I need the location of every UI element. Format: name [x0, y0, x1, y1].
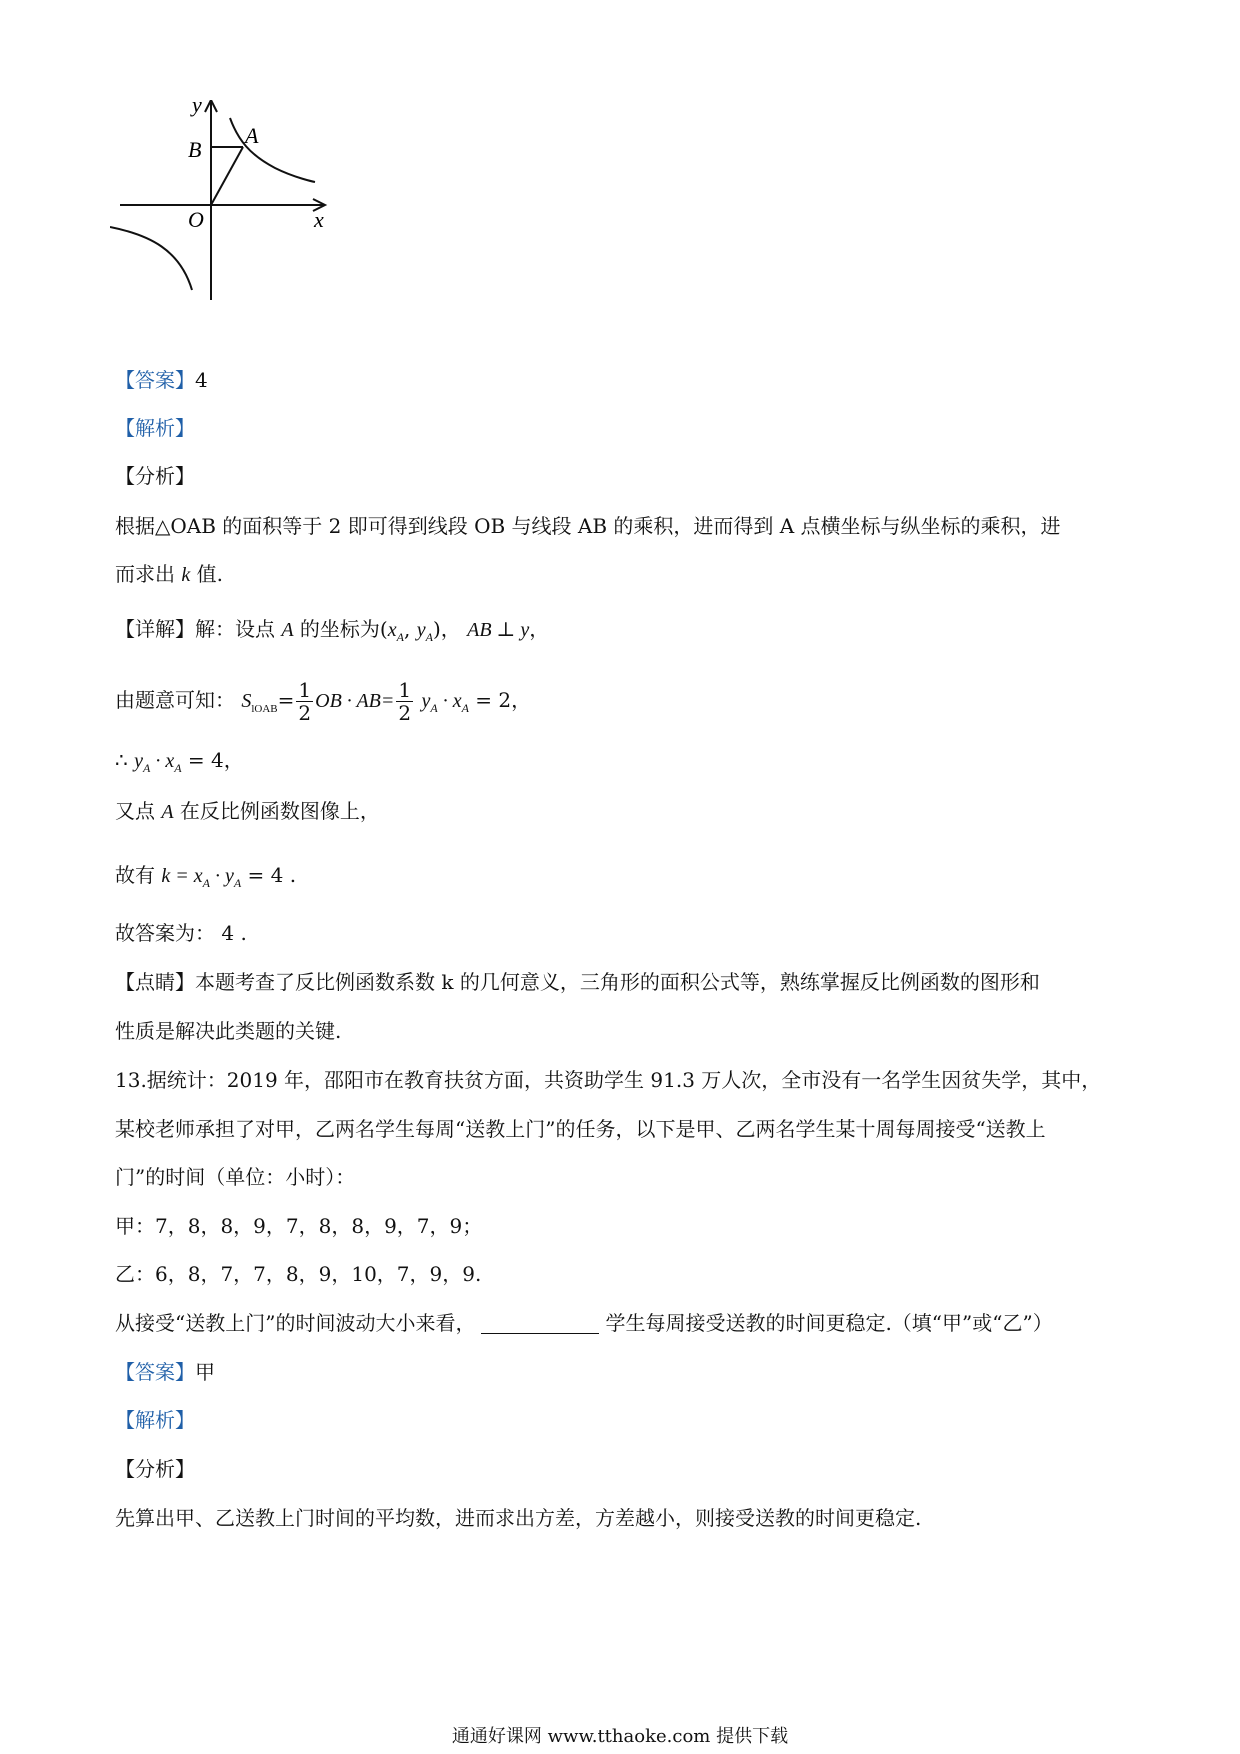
answer-blank	[481, 1311, 599, 1334]
label-a: A	[245, 123, 259, 148]
text: 故有	[115, 863, 162, 887]
fraction-half: $\frac{1}{2}$	[398, 678, 412, 725]
answer-value: 4	[195, 368, 208, 392]
text: = 2，	[475, 688, 532, 712]
q12-jiexi-tag: 【解析】	[115, 416, 195, 440]
text: 值.	[190, 562, 223, 586]
q12-step3	[115, 796, 380, 827]
text: 学生每周接受送教的时间更稳定.（填“甲”或“乙”）	[605, 1311, 1053, 1335]
dianjing-tag: 【点睛】	[115, 970, 195, 994]
q13-stem-line2: 某校老师承担了对甲，乙两名学生每周“送教上门”的任务，以下是甲、乙两名学生某十周每周接受“送教上	[115, 1117, 1046, 1141]
q12-step1	[115, 672, 531, 737]
text: 从接受“送教上门”的时间波动大小来看，	[115, 1311, 476, 1335]
q12-fenxi-line2	[115, 559, 223, 590]
footer-source: 通通好课网 www.tthaoke.com 提供下载	[451, 1726, 789, 1747]
q13-fill-blank-line	[115, 1308, 1053, 1338]
math-ab-perp-y: AB ⊥ y	[467, 619, 530, 641]
label-x: x	[314, 207, 324, 232]
q13-stem-line3: 门”的时间（单位：小时）：	[115, 1165, 356, 1189]
math-xa: $x_A$	[387, 619, 404, 644]
text: 而求出	[115, 562, 182, 586]
text: 解：设点	[195, 617, 282, 641]
q13-yi-data: 乙：6，8，7，7，8，9，10，7，9，9.	[115, 1262, 482, 1286]
math-ya: $y_A$	[416, 619, 433, 644]
xiangjie-tag: 【详解】	[115, 617, 195, 641]
fraction-half: $\frac{1}{2}$	[298, 678, 312, 725]
math-k: k	[181, 564, 191, 586]
segment-oa	[211, 147, 243, 205]
hyperbola-branch-third-quadrant	[110, 227, 192, 290]
answer-tag: 【答案】	[115, 1360, 195, 1384]
q12-fenxi-tag: 【分析】	[115, 464, 195, 488]
q12-dianjing-line1	[115, 967, 1040, 997]
answer-tag: 【答案】	[115, 368, 195, 392]
label-y: y	[192, 100, 202, 117]
q12-answer-line	[115, 365, 208, 395]
math-a: A	[161, 801, 174, 823]
q12-fenxi-line1: 根据△OAB 的面积等于 2 即可得到线段 OB 与线段 AB 的乘积，进而得到 A 点横坐标与纵坐标的乘积，进	[115, 514, 1061, 538]
therefore-symbol: ∴	[115, 748, 135, 772]
math-ya-xa: $y_A \cdot x_A$	[421, 690, 469, 715]
q13-jia-data: 甲：7，8，8，9，7，8，8，9，7，9；	[115, 1214, 483, 1238]
text: ，	[529, 617, 550, 641]
text: =	[277, 688, 295, 712]
label-b: B	[188, 137, 202, 162]
answer-value: 甲	[195, 1360, 215, 1384]
q12-step2	[115, 745, 244, 783]
math-ya-xa: $y_A \cdot x_A$	[134, 750, 182, 775]
q13-fenxi-tag: 【分析】	[115, 1457, 195, 1481]
math-ob-ab: OB · AB=	[315, 690, 395, 712]
q13-stem-line1: 13.据统计：2019 年，邵阳市在教育扶贫方面，共资助学生 91.3 万人次，全市没有一名学生因贫失学，其中，	[115, 1068, 1102, 1092]
q12-step4	[115, 860, 296, 898]
text: = 4，	[187, 748, 244, 772]
hyperbola-branch-first-quadrant	[230, 118, 315, 182]
q12-dianjing-line2: 性质是解决此类题的关键.	[115, 1019, 342, 1043]
inverse-proportion-graph	[110, 100, 380, 340]
q12-xiangjie-line: 【详解】解：设点 A 的坐标为($x_A$, $y_A$)， AB ⊥ y，	[115, 617, 550, 644]
q13-fenxi-text: 先算出甲、乙送教上门时间的平均数，进而求出方差，方差越小，则接受送教的时间更稳定.	[115, 1506, 922, 1530]
q13-jiexi-tag: 【解析】	[115, 1408, 195, 1432]
text: )，	[432, 617, 468, 641]
text: 在反比例函数图像上，	[173, 799, 380, 823]
math-k-eq: $k = x_A \cdot y_A$	[161, 865, 242, 890]
math-a: A	[281, 619, 294, 641]
text: 由题意可知：	[115, 688, 235, 712]
q13-answer-line	[115, 1357, 215, 1387]
text: 本题考查了反比例函数系数 k 的几何意义，三角形的面积公式等，熟练掌握反比例函数的图形和	[195, 970, 1040, 994]
text: 又点	[115, 799, 162, 823]
text: 的坐标为(	[293, 617, 388, 641]
math-s: $S_{lOAB}$	[241, 690, 278, 715]
label-o: O	[188, 207, 204, 232]
text: = 4 .	[247, 863, 297, 887]
q12-step5: 故答案为： 4 .	[115, 921, 247, 945]
